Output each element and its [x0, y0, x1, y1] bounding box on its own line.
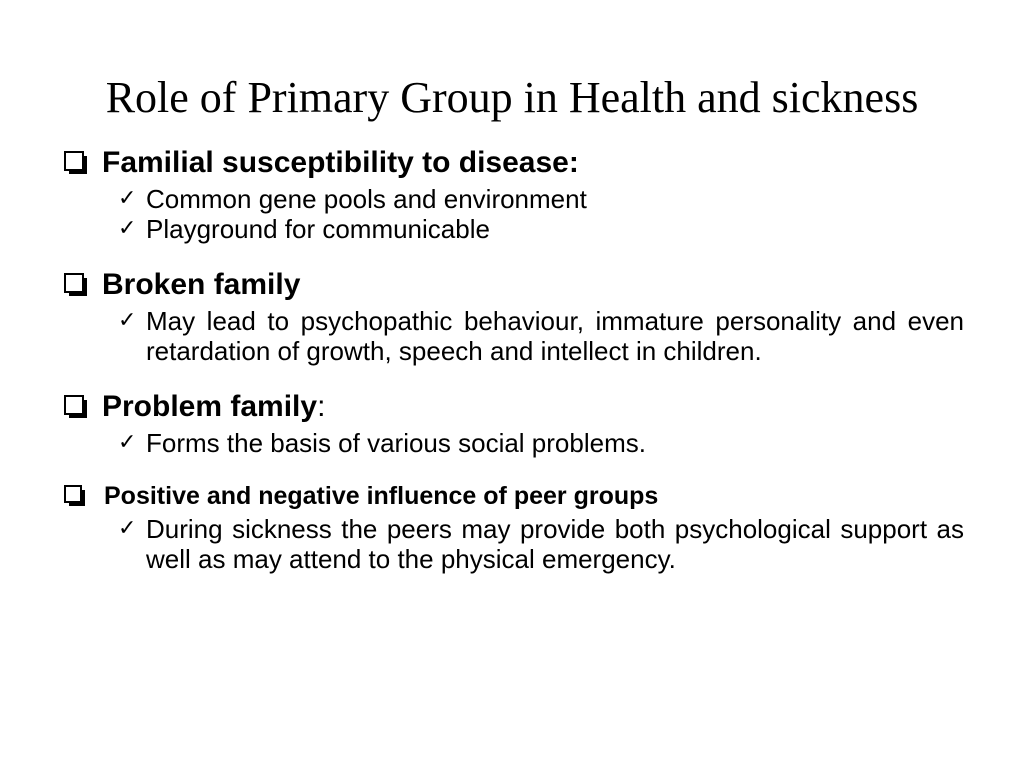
slide-title: Role of Primary Group in Health and sickness	[105, 73, 919, 122]
slide-content	[62, 142, 964, 574]
checkmark-icon: ✓	[118, 516, 137, 541]
bullet-list	[62, 184, 964, 244]
list-item	[62, 514, 964, 574]
list-item	[62, 306, 964, 366]
list-item-text: During sickness the peers may provide both psychological support as well as may attend to the physical emergency.	[146, 514, 964, 574]
bullet-list	[62, 306, 964, 366]
section-heading-text: Positive and negative influence of peer groups	[104, 482, 659, 510]
section-heading-text: Problem family	[102, 390, 318, 423]
section-heading	[62, 386, 964, 428]
section-heading	[62, 478, 964, 514]
list-item-text: Common gene pools and environment	[146, 184, 587, 214]
checkbox-icon	[64, 273, 84, 293]
checkbox-icon	[64, 395, 84, 415]
bullet-list	[62, 514, 964, 574]
section-peer-groups	[62, 478, 964, 574]
section-heading-text: Broken family	[102, 268, 301, 301]
list-item	[62, 184, 964, 214]
section-heading	[62, 264, 964, 306]
list-item-text: May lead to psychopathic behaviour, immature personality and even retardation of growth, speech and intellect in children.	[146, 306, 964, 366]
section-heading	[62, 142, 964, 184]
list-item	[62, 214, 964, 244]
list-item	[62, 428, 964, 458]
checkmark-icon: ✓	[118, 430, 137, 455]
checkmark-icon: ✓	[118, 308, 137, 333]
checkmark-icon: ✓	[118, 186, 137, 211]
section-heading-text: Familial susceptibility to disease:	[102, 146, 579, 179]
list-item-text: Playground for communicable	[146, 214, 490, 244]
section-familial-susceptibility	[62, 142, 964, 244]
bullet-list	[62, 428, 964, 458]
section-broken-family	[62, 264, 964, 366]
checkbox-icon	[64, 151, 84, 171]
list-item-text: Forms the basis of various social problems.	[146, 428, 646, 458]
checkbox-icon	[64, 485, 82, 503]
section-problem-family	[62, 386, 964, 458]
checkmark-icon: ✓	[118, 216, 137, 241]
section-heading-colon: :	[317, 390, 326, 423]
